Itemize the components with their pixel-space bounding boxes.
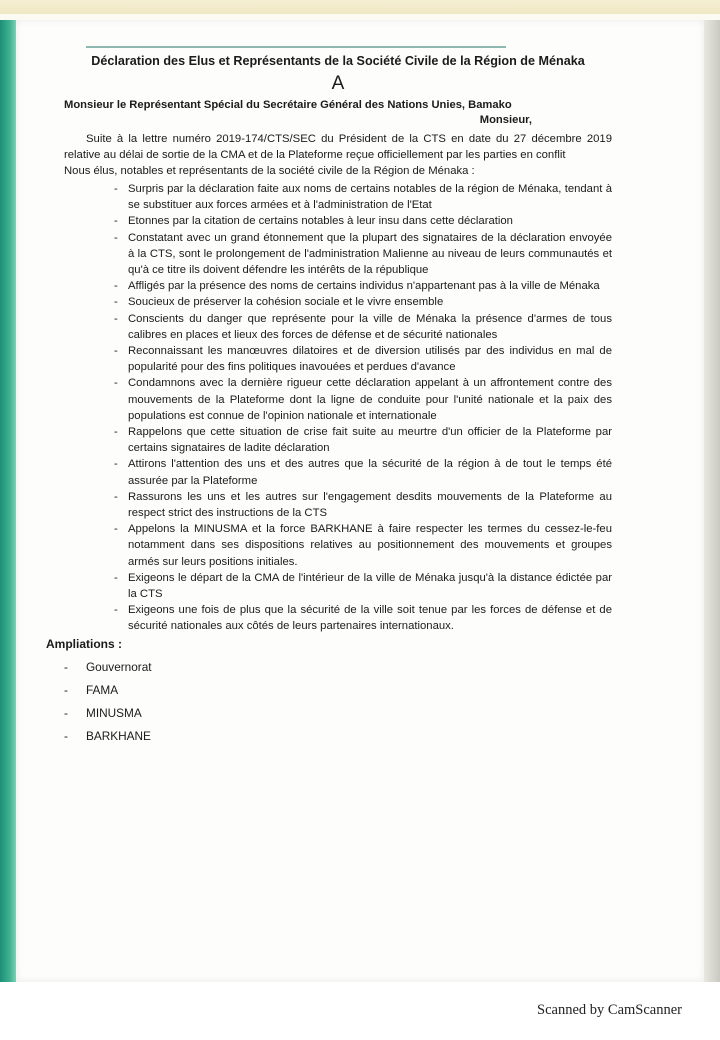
dash-bullet: - — [114, 312, 118, 325]
clause-list — [64, 181, 612, 635]
dash-bullet: - — [114, 604, 118, 617]
dash-bullet: - — [114, 215, 118, 228]
clause-item — [64, 311, 612, 343]
clause-item — [64, 489, 612, 521]
dash-bullet: - — [114, 296, 118, 309]
clause-text: Exigeons le départ de la CMA de l'intérieur de la ville de Ménaka jusqu'à la distance édictée par la CTS — [128, 571, 612, 601]
clause-text: Rappelons que cette situation de crise fait suite au meurtre d'un officier de la Plateforme par certains signataires de ladite déclaration — [128, 426, 612, 455]
clause-text: Exigeons une fois de plus que la sécurité de la ville soit tenue par les forces de défense et de sécurité nationales aux côtés de leurs partenaires internationaux. — [128, 604, 612, 633]
dash-bullet: - — [114, 231, 118, 244]
top-rule-line — [86, 46, 506, 48]
ampliation-item — [64, 725, 612, 748]
ampliation-text: BARKHANE — [86, 728, 151, 743]
ampliation-item — [64, 679, 612, 702]
letter-a-heading: A — [331, 73, 345, 94]
clause-text: Etonnes par la citation de certains notables à leur insu dans cette déclaration — [128, 215, 513, 228]
clause-text: Condamnons avec la dernière rigueur cette déclaration appelant à un affrontement contre des mouvements de la Plateforme dont la ligne de conduite pour l'unité nationale et la paix des populations est connue de l'opinion nationale et internationale — [128, 377, 612, 422]
left-edge-strip — [0, 20, 16, 982]
dash-bullet: - — [114, 458, 118, 471]
clause-item — [64, 294, 612, 310]
ampliation-item — [64, 702, 612, 725]
ampliation-text: Gouvernorat — [86, 659, 152, 674]
dash-bullet: - — [114, 490, 118, 503]
dash-bullet: - — [64, 659, 68, 674]
clause-item — [64, 230, 612, 279]
clause-text: Reconnaissant les manœuvres dilatoires et de diversion utilisés par des individus en mal de popularité pour des fins politiques inavouées et perdues d'avance — [128, 345, 612, 374]
ampliation-text: MINUSMA — [86, 705, 142, 720]
clause-text: Rassurons les uns et les autres sur l'engagement desdits mouvements de la Plateforme au respect strict des instructions de la CTS — [128, 490, 612, 520]
dash-bullet: - — [114, 571, 118, 584]
clause-text: Attirons l'attention des uns et des autres que la sécurité de la région à de tout le temps été assurée par la Plateforme — [128, 458, 612, 487]
document-title: Déclaration des Elus et Représentants de la Société Civile de la Région de Ménaka — [91, 54, 585, 68]
right-edge-shadow — [704, 20, 720, 982]
ampliations-list — [64, 656, 612, 748]
clause-text: Surpris par la déclaration faite aux noms de certains notables de la région de Ménaka, tendant à se substituer aux forces armées et à l'administration de l'Etat — [128, 183, 612, 212]
dash-bullet: - — [64, 682, 68, 697]
clause-item — [64, 278, 612, 294]
clause-item — [64, 602, 612, 634]
clause-text: Conscients du danger que représente pour la ville de Ménaka la présence d'armes de tous calibres en places et lieux des forces de défense et de sécurité nationales — [128, 312, 612, 341]
clause-item — [64, 375, 612, 424]
ampliations-label: Ampliations : — [46, 636, 123, 651]
ampliation-item — [64, 656, 612, 679]
clause-item — [64, 570, 612, 602]
ampliation-text: FAMA — [86, 682, 119, 697]
scanner-watermark: Scanned by CamScanner — [537, 1002, 682, 1018]
dash-bullet: - — [114, 183, 118, 195]
salutation: Monsieur, — [479, 114, 532, 126]
clause-text: Constatant avec un grand étonnement que la plupart des signataires de la déclaration envoyée à la CTS, sont le prolongement de l'administration Malienne au niveau de leurs communautés et qu'à ce titre ils doivent défendre les intérêts de la république — [128, 231, 612, 277]
dash-bullet: - — [114, 280, 118, 293]
document-body — [46, 52, 612, 748]
dash-bullet: - — [64, 705, 68, 720]
dash-bullet: - — [114, 377, 118, 390]
dash-bullet: - — [114, 523, 118, 536]
clause-text: Soucieux de préserver la cohésion sociale et le vivre ensemble — [128, 296, 444, 309]
top-band — [0, 0, 720, 14]
dash-bullet: - — [114, 426, 118, 439]
intro-line: Nous élus, notables et représentants de la société civile de la Région de Ménaka : — [64, 165, 475, 177]
clause-item — [64, 213, 612, 229]
clause-text: Appelons la MINUSMA et la force BARKHANE à faire respecter les termes du cessez-le-feu notamment dans ses dispositions relatives au positionnement des mouvements et groupes armés sur leurs positions initiales. — [128, 523, 612, 568]
addressee-line: Monsieur le Représentant Spécial du Secrétaire Général des Nations Unies, Bamako — [64, 99, 512, 111]
opening-paragraph: Suite à la lettre numéro 2019-174/CTS/SEC du Président de la CTS en date du 27 décembre 2019 relative au délai de sortie de la CMA et de la Plateforme reçue officiellement par les parties en conflit — [64, 133, 612, 161]
dash-bullet: - — [114, 345, 118, 358]
clause-text: Affligés par la présence des noms de certains individus n'appartenant pas à la ville de Ménaka — [128, 280, 600, 293]
clause-item — [64, 424, 612, 456]
clause-item — [64, 456, 612, 488]
clause-item — [64, 521, 612, 570]
scanner-footer — [0, 982, 720, 1040]
clause-item — [64, 343, 612, 375]
clause-item — [64, 181, 612, 213]
dash-bullet: - — [64, 728, 68, 743]
